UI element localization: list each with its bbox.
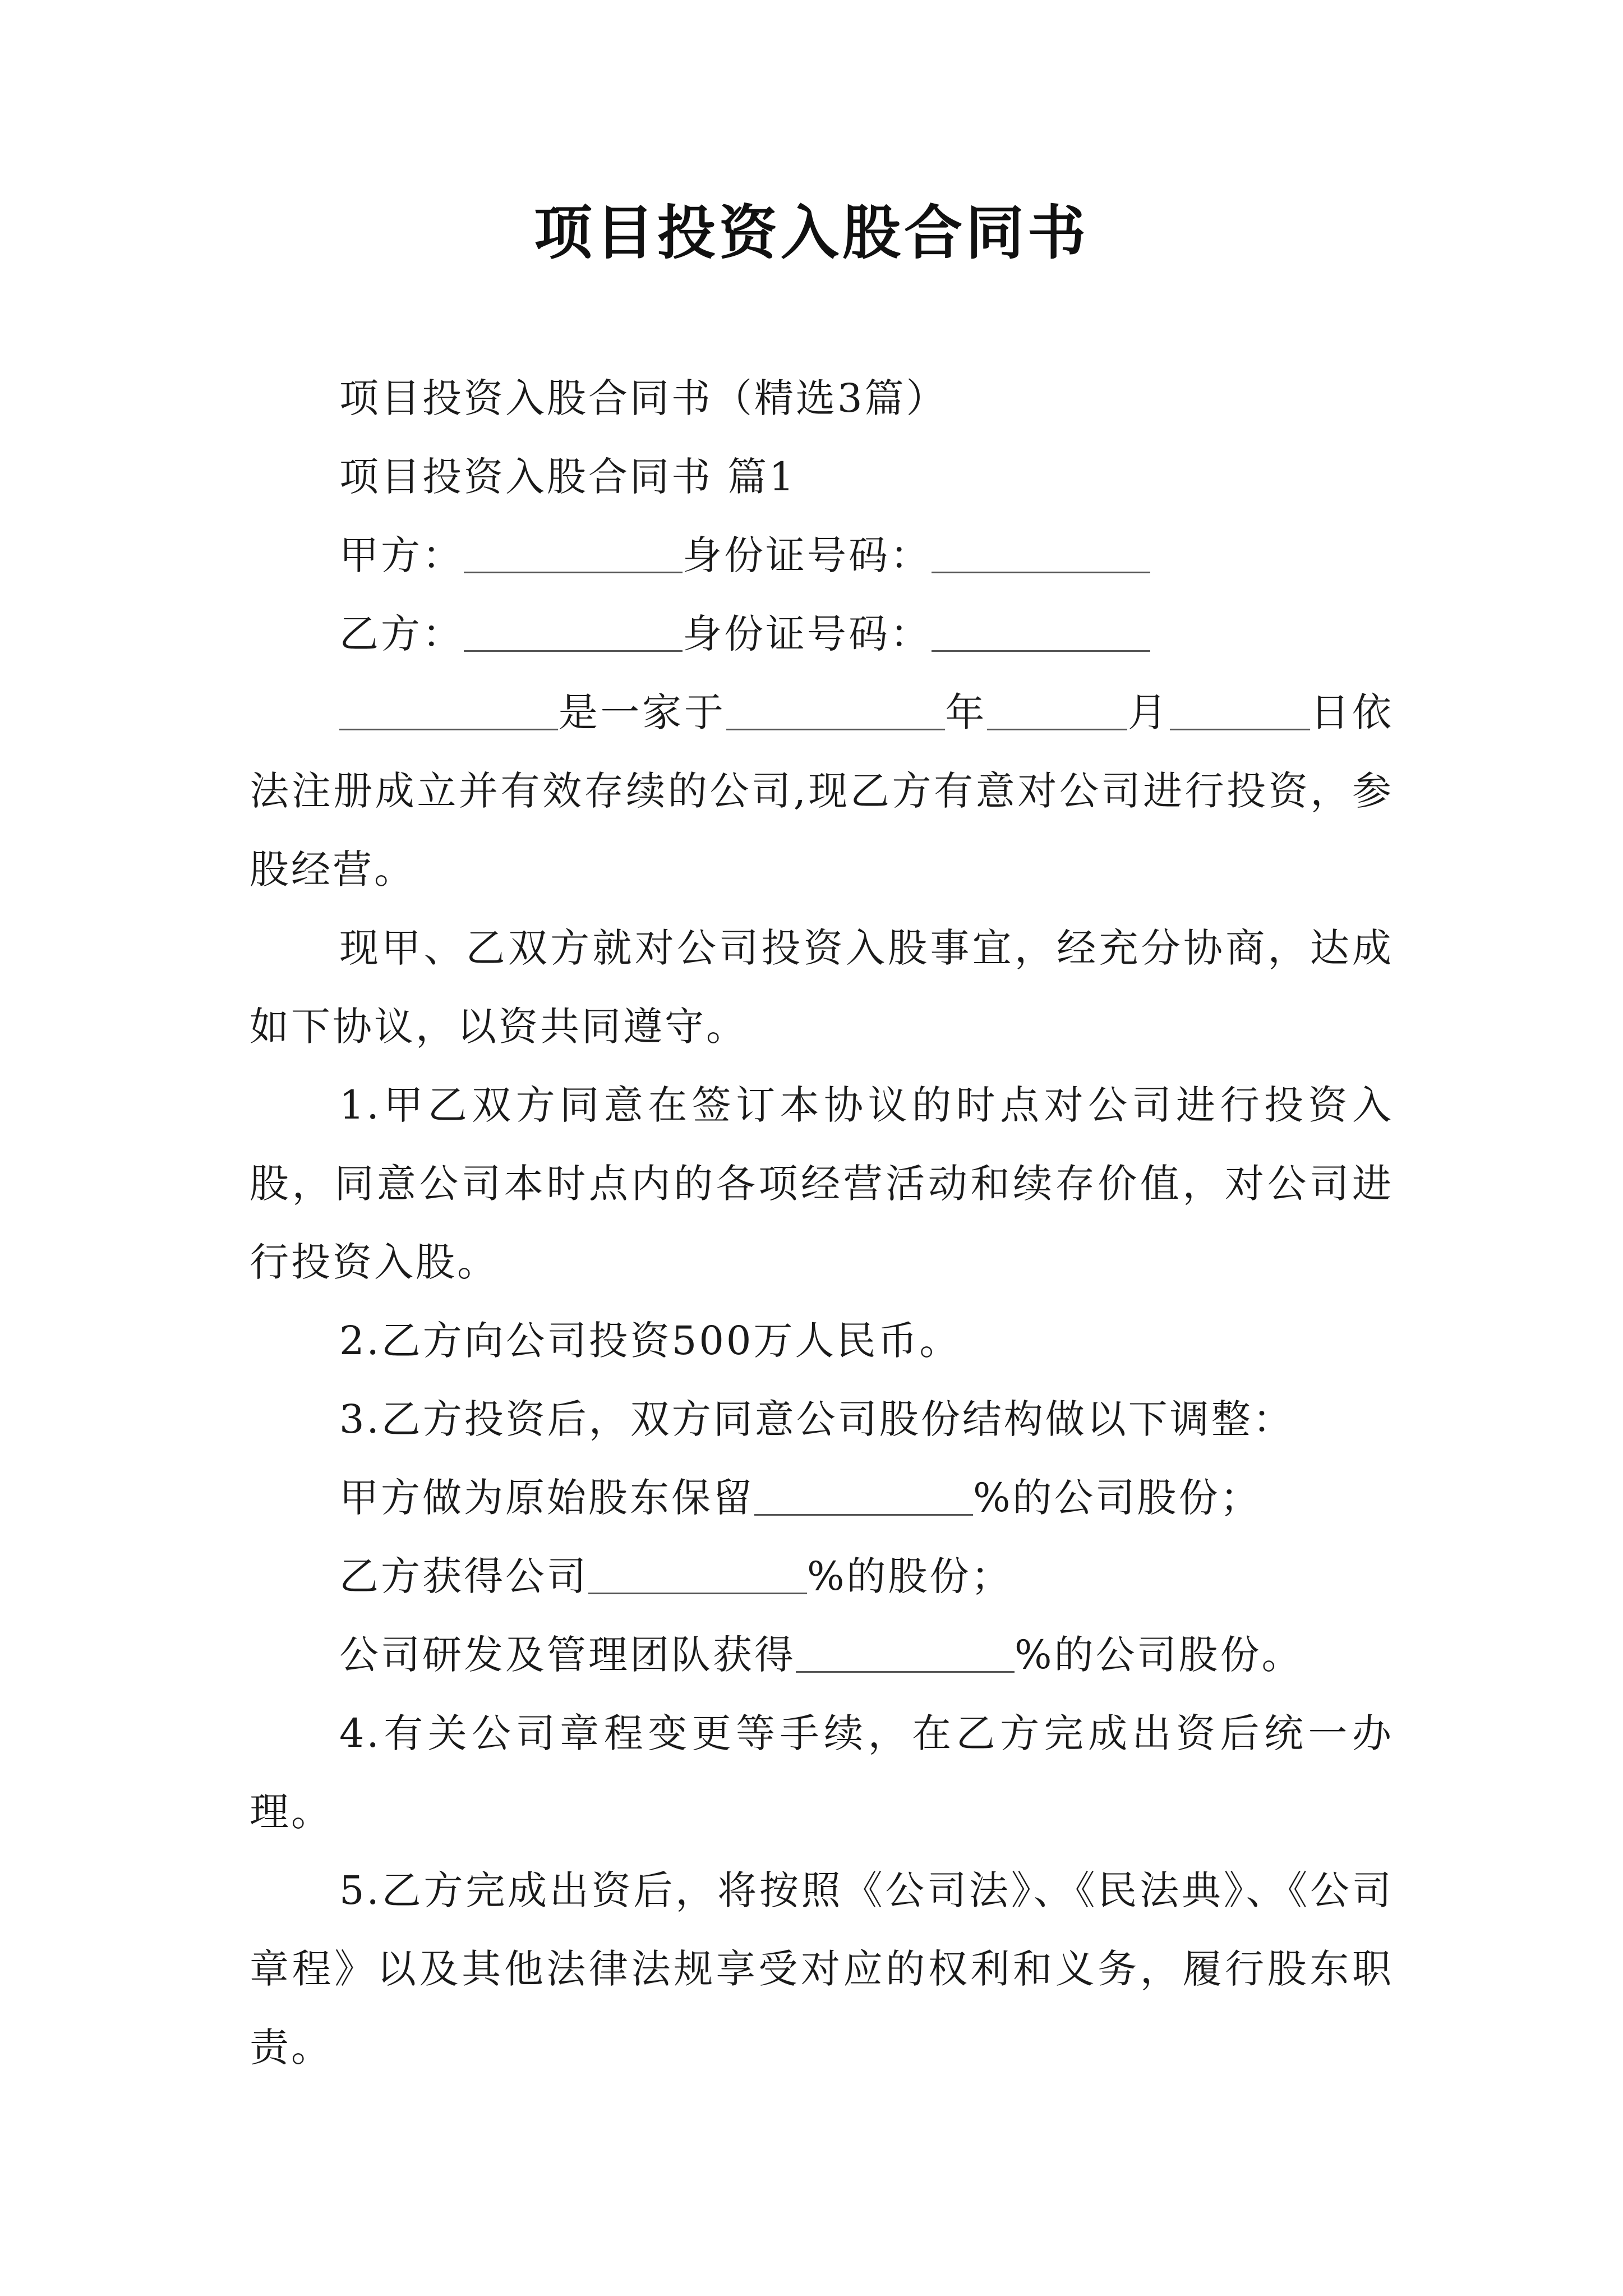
share-team-percent-blank xyxy=(796,1632,1015,1673)
party-a-id-label: 身份证号码： xyxy=(683,532,932,578)
share-team-line xyxy=(250,1616,1394,1694)
share-a-line xyxy=(250,1458,1394,1537)
share-team-prefix: 公司研发及管理团队获得 xyxy=(339,1632,796,1678)
clause-3: 3.乙方投资后，双方同意公司股份结构做以下调整： xyxy=(339,1396,1294,1442)
clause-5: 5.乙方完成出资后，将按照《公司法》、《民法典》、《公司章程》以及其他法律法规享受对应的权利和义务，履行股东职责。 xyxy=(250,1867,1394,2070)
share-a-prefix: 甲方做为原始股东保留 xyxy=(339,1475,754,1521)
company-intro-text: 是一家于 xyxy=(558,689,726,735)
month-label: 月 xyxy=(1127,689,1170,735)
month-blank xyxy=(987,689,1127,730)
clause-4: 4.有关公司章程变更等手续，在乙方完成出资后统一办理。 xyxy=(250,1710,1394,1835)
party-b-name-blank xyxy=(464,611,683,652)
share-b-suffix: %的股份； xyxy=(807,1553,1013,1599)
share-b-prefix: 乙方获得公司 xyxy=(339,1553,588,1599)
share-a-percent-blank xyxy=(754,1475,973,1516)
year-blank xyxy=(726,689,945,730)
party-b-id-label: 身份证号码： xyxy=(683,611,932,657)
company-intro-rest: 日依法注册成立并有效存续的公司,现乙方有意对公司进行投资，参股经营。 xyxy=(250,689,1394,892)
document-title: 项目投资入股合同书 xyxy=(533,199,1089,267)
share-b-line xyxy=(250,1537,1394,1616)
company-name-blank xyxy=(339,689,558,730)
subtitle: 项目投资入股合同书（精选3篇） xyxy=(339,375,948,421)
party-a-label: 甲方： xyxy=(339,532,464,578)
company-intro-paragraph xyxy=(250,673,1394,909)
party-b-id-blank xyxy=(932,611,1150,652)
party-a-name-blank xyxy=(464,532,683,573)
clause-1: 1.甲乙双方同意在签订本协议的时点对公司进行投资入股，同意公司本时点内的各项经营活动和续存价值，对公司进行投资入股。 xyxy=(250,1082,1394,1285)
party-a-line xyxy=(250,516,1394,595)
party-b-label: 乙方： xyxy=(339,611,464,657)
party-a-id-blank xyxy=(932,532,1150,573)
agreement-intro-paragraph: 现甲、乙双方就对公司投资入股事宜，经充分协商，达成如下协议，以资共同遵守。 xyxy=(250,925,1394,1050)
share-b-percent-blank xyxy=(588,1553,807,1594)
clause-2: 2.乙方向公司投资500万人民币。 xyxy=(339,1318,961,1364)
share-a-suffix: %的公司股份； xyxy=(973,1475,1262,1521)
document-body xyxy=(250,359,1394,2087)
share-team-suffix: %的公司股份。 xyxy=(1015,1632,1303,1678)
party-b-line xyxy=(250,595,1394,673)
section-heading: 项目投资入股合同书 篇1 xyxy=(339,454,796,500)
day-blank xyxy=(1170,689,1310,730)
year-label: 年 xyxy=(944,689,988,735)
